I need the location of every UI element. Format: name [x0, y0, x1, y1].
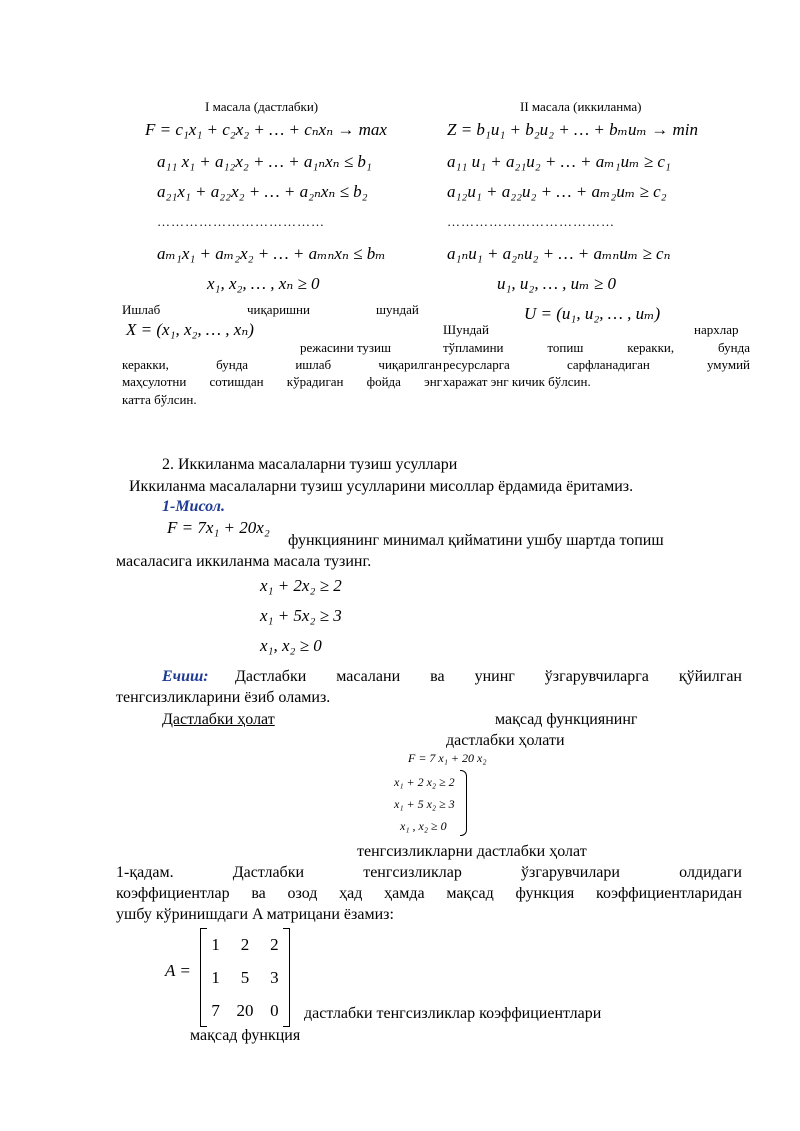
matrix-cell: 0	[270, 1000, 279, 1020]
section-intro: Иккиланма масалаларни тузиш усулларини мисоллар ёрдамида ёритамиз.	[129, 478, 634, 495]
dual-nonnegativity: u₁, u₂, … , uₘ ≥ 0	[497, 274, 616, 293]
small-constraint-1: x₁ + 2 x₂ ≥ 2	[394, 775, 455, 789]
primal-constraint-m: aₘ₁x₁ + aₘ₂x₂ + … + aₘₙxₙ ≤ bₘ	[157, 244, 386, 263]
dual-dots: ………………………………	[447, 214, 615, 229]
dual-title: II масала (иккиланма)	[520, 99, 642, 114]
example-text-1: функциянинг минимал қийматини ушбу шартда топиш	[288, 532, 664, 549]
inequalities-caption: тенгсизликларни дастлабки ҳолат	[357, 843, 587, 860]
step1-line-1: 1-қадам. Дастлабки тенгсизликлар ўзгарувчилари олдидаги	[116, 864, 742, 881]
example-label: 1-Мисол.	[162, 498, 225, 515]
dual-constraint-2: a₁₂u₁ + a₂₂u₂ + … + aₘ₂uₘ ≥ c₂	[447, 182, 667, 201]
matrix-row-2	[201, 961, 289, 994]
primal-title: I масала (дастлабки)	[205, 99, 319, 114]
dual-vector: U = (u₁, u₂, … , uₘ)	[524, 304, 661, 323]
matrix-cell: 2	[240, 934, 250, 954]
dual-text-word2: нархлар	[694, 322, 739, 337]
primal-text-word2: чиқаришни	[247, 302, 310, 317]
initial-state-label: Дастлабки ҳолат	[162, 711, 275, 728]
dual-text-line3: ресурсларга сарфланадиган умумий	[443, 357, 750, 372]
matrix-caption-1: дастлабки тенгсизликлар коэффициентлари	[304, 1005, 602, 1022]
matrix-cell: 3	[270, 967, 279, 987]
matrix-cell: 5	[240, 967, 250, 987]
objective-caption-1: мақсад функциянинг	[495, 711, 638, 728]
primal-nonnegativity: x₁, x₂, … , xₙ ≥ 0	[207, 274, 320, 293]
small-objective: F = 7 x₁ + 20 x₂	[408, 751, 487, 765]
dual-constraint-1: a₁₁ u₁ + a₂₁u₂ + … + aₘ₁uₘ ≥ c₁	[447, 152, 671, 171]
dual-text-word1: Шундай	[443, 322, 489, 337]
example-text-2: масаласига иккиланма масала тузинг.	[116, 553, 372, 570]
primal-text-word4: режасини тузиш	[300, 340, 392, 355]
objective-caption-2: дастлабки ҳолати	[446, 732, 565, 749]
matrix-cell: 1	[211, 967, 220, 987]
solution-text-2: тенгсизликларини ёзиб оламиз.	[116, 689, 331, 706]
example-constraint-2: x₁ + 5x₂ ≥ 3	[260, 606, 342, 625]
step1-line-3: ушбу кўринишдаги A матрицани ёзамиз:	[116, 906, 394, 923]
step1-line-2: коэффициентлар ва озод ҳад ҳамда мақсад функция коэффициентларидан	[116, 885, 742, 902]
matrix-A	[200, 928, 290, 1027]
dual-constraint-n: a₁ₙu₁ + a₂ₙu₂ + … + aₘₙuₘ ≥ cₙ	[447, 244, 671, 263]
matrix-cell: 7	[211, 1000, 220, 1020]
matrix-caption-2: мақсад функция	[190, 1027, 301, 1044]
matrix-row-1	[201, 928, 289, 961]
matrix-cell: 2	[270, 934, 279, 954]
section-heading: 2. Иккиланма масалаларни тузиш усуллари	[162, 456, 458, 473]
primal-dots: ………………………………	[157, 214, 325, 229]
dual-text-line2: тўпламини топиш керакки, бунда	[443, 340, 750, 355]
small-constraint-3: x₁ , x₂ ≥ 0	[400, 819, 447, 833]
matrix-row-3	[201, 994, 289, 1027]
example-constraint-3: x₁, x₂ ≥ 0	[260, 636, 322, 655]
primal-text-line5: катта бўлсин.	[122, 392, 197, 407]
primal-text-word1: Ишлаб	[122, 302, 161, 317]
primal-objective: F = c₁x₁ + c₂x₂ + … + cₙxₙ → max	[145, 120, 387, 139]
primal-vector: X = (x₁, x₂, … , xₙ)	[126, 320, 254, 339]
dual-text-line4: харажат энг кичик бўлсин.	[443, 374, 591, 389]
matrix-cell: 1	[211, 934, 220, 954]
solution-text-1: Дастлабки масалани ва унинг ўзгарувчиларга қўйилган	[235, 668, 742, 685]
primal-text-line4: маҳсулотни сотишдан кўрадиган фойда энг	[122, 374, 442, 389]
example-formula: F = 7x₁ + 20x₂	[167, 518, 270, 537]
system-brace	[460, 770, 467, 836]
matrix-cell: 20	[236, 1000, 254, 1020]
primal-text-line3: керакки, бунда ишлаб чиқарилган	[122, 357, 442, 372]
primal-constraint-2: a₂₁x₁ + a₂₂x₂ + … + a₂ₙxₙ ≤ b₂	[157, 182, 368, 201]
example-constraint-1: x₁ + 2x₂ ≥ 2	[260, 576, 342, 595]
small-constraint-2: x₁ + 5 x₂ ≥ 3	[394, 797, 455, 811]
primal-text-word3: шундай	[376, 302, 419, 317]
matrix-label: A =	[165, 961, 191, 980]
solution-label: Ечиш:	[162, 668, 209, 685]
dual-objective: Z = b₁u₁ + b₂u₂ + … + bₘuₘ → min	[447, 120, 698, 139]
primal-constraint-1: a₁₁ x₁ + a₁₂x₂ + … + a₁ₙxₙ ≤ b₁	[157, 152, 372, 171]
